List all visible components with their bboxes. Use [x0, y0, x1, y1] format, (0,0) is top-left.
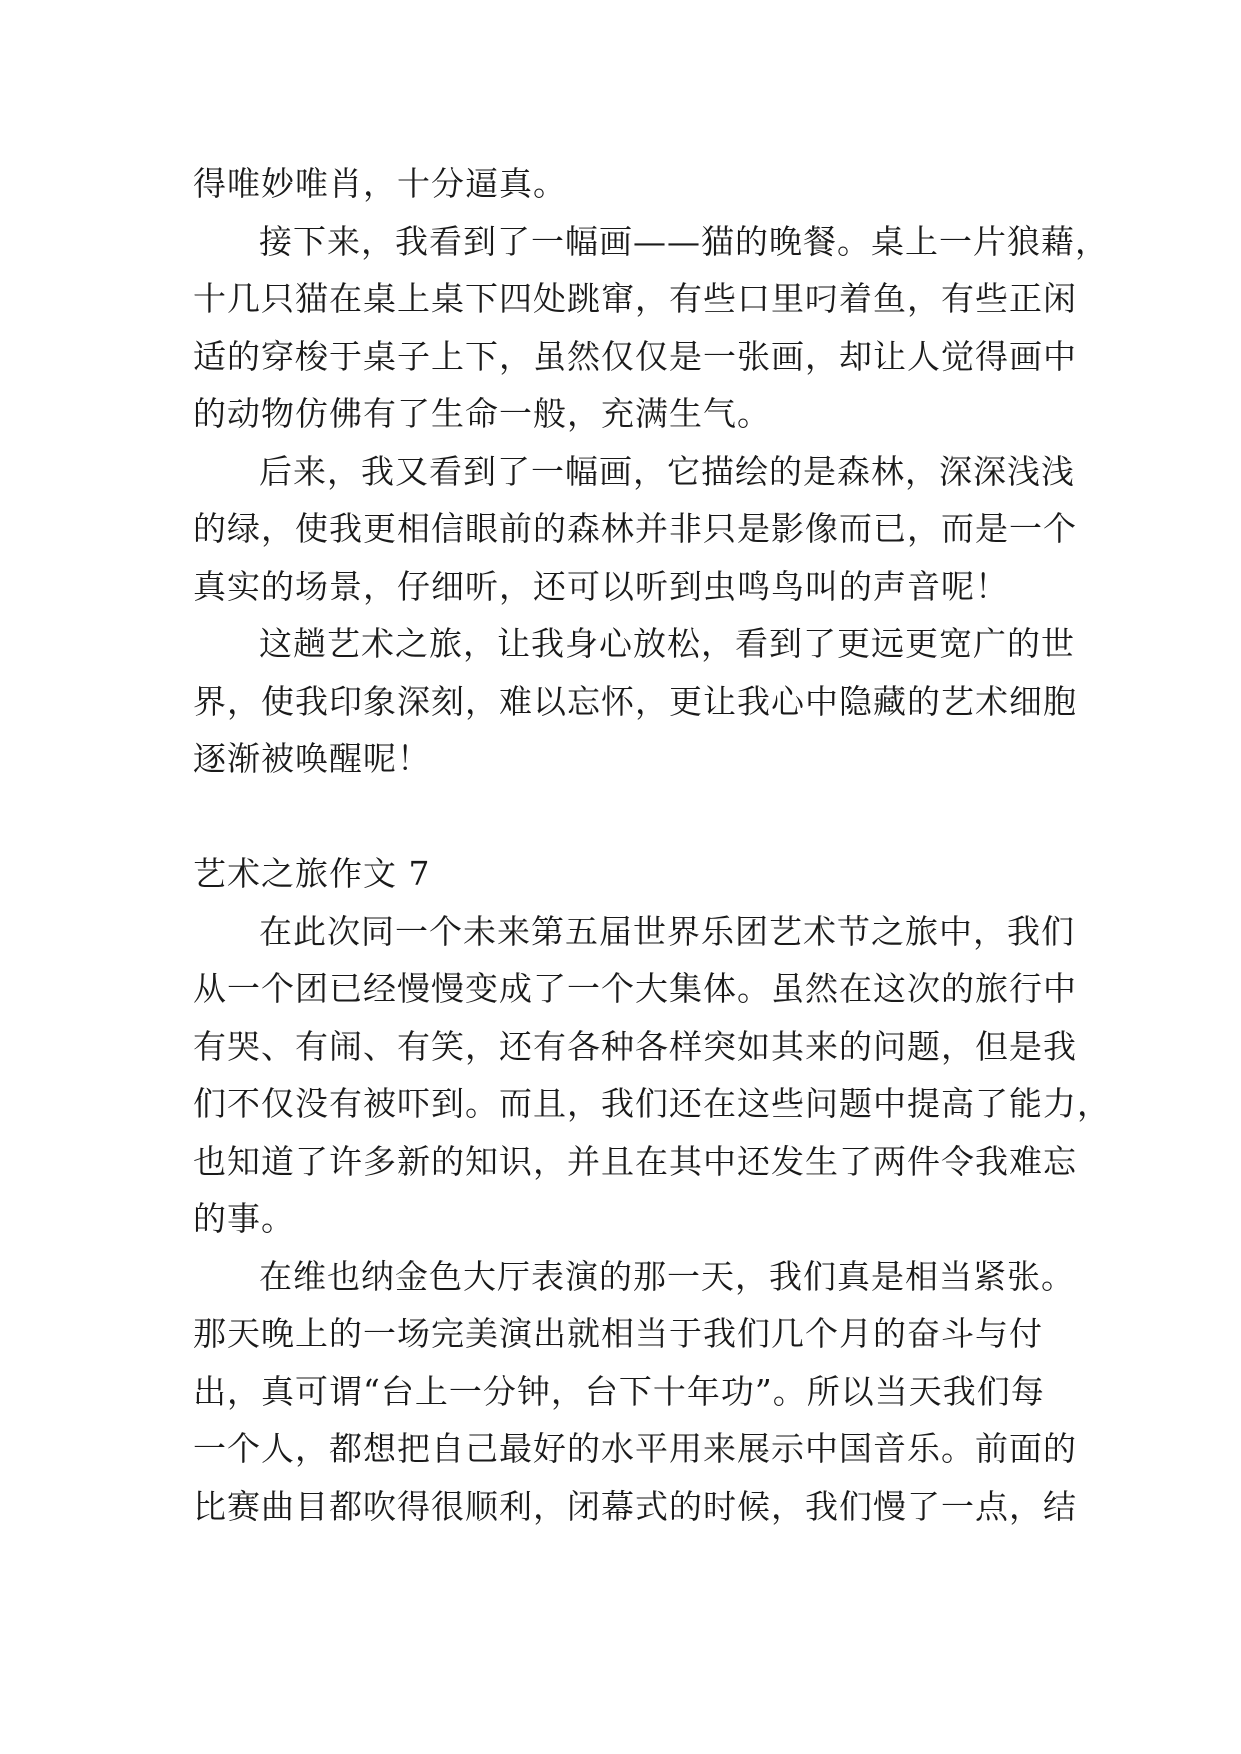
text-line: 也知道了许多新的知识，并且在其中还发生了两件令我难忘 [193, 1141, 1077, 1181]
paragraph [193, 213, 1109, 443]
text-line: 适的穿梭于桌子上下，虽然仅仅是一张画，却让人觉得画中 [193, 336, 1077, 376]
text-line: 在此次同一个未来第五届世界乐团艺术节之旅中，我们 [259, 911, 1075, 951]
paragraph [193, 615, 1077, 788]
blank-line [193, 788, 1048, 846]
paragraph-continuation [193, 155, 1048, 213]
text-line: 接下来，我看到了一幅画——猫的晚餐。桌上一片狼藉， [259, 221, 1109, 261]
text-line: 逐渐被唤醒呢！ [193, 739, 431, 778]
text-line: 后来，我又看到了一幅画，它描绘的是森林，深深浅浅 [259, 451, 1075, 491]
text-line: 比赛曲目都吹得很顺利，闭幕式的时候，我们慢了一点，结 [193, 1486, 1077, 1526]
text-line: 的动物仿佛有了生命一般，充满生气。 [193, 394, 771, 433]
text-line: 界，使我印象深刻，难以忘怀，更让我心中隐藏的艺术细胞 [193, 681, 1077, 721]
text-line: 在维也纳金色大厅表演的那一天，我们真是相当紧张。 [259, 1256, 1075, 1296]
text-line: 一个人，都想把自己最好的水平用来展示中国音乐。前面的 [193, 1429, 1077, 1468]
section-title: 艺术之旅作文 7 [193, 854, 431, 893]
text-line: 的绿，使我更相信眼前的森林并非只是影像而已，而是一个 [193, 509, 1077, 548]
text-line: 这趟艺术之旅，让我身心放松，看到了更远更宽广的世 [259, 624, 1075, 663]
text-line: 从一个团已经慢慢变成了一个大集体。虽然在这次的旅行中 [193, 969, 1077, 1008]
text-line: 的事。 [193, 1199, 295, 1238]
paragraph [193, 903, 1111, 1248]
text-line: 有哭、有闹、有笑，还有各种各样突如其来的问题，但是我 [193, 1026, 1077, 1066]
text-line: 十几只猫在桌上桌下四处跳窜，有些口里叼着鱼，有些正闲 [193, 279, 1077, 318]
text-line: 们不仅没有被吓到。而且，我们还在这些问题中提高了能力， [193, 1084, 1111, 1123]
paragraph [193, 443, 1077, 616]
document-page [193, 155, 1111, 1535]
text-line: 真实的场景，仔细听，还可以听到虫鸣鸟叫的声音呢！ [193, 566, 1009, 606]
text-line: 那天晚上的一场完美演出就相当于我们几个月的奋斗与付 [193, 1314, 1043, 1353]
text-line: 得唯妙唯肖，十分逼真。 [193, 164, 567, 203]
paragraph [193, 1248, 1077, 1536]
text-line: 出，真可谓“台上一分钟，台下十年功”。所以当天我们每 [193, 1371, 1045, 1411]
